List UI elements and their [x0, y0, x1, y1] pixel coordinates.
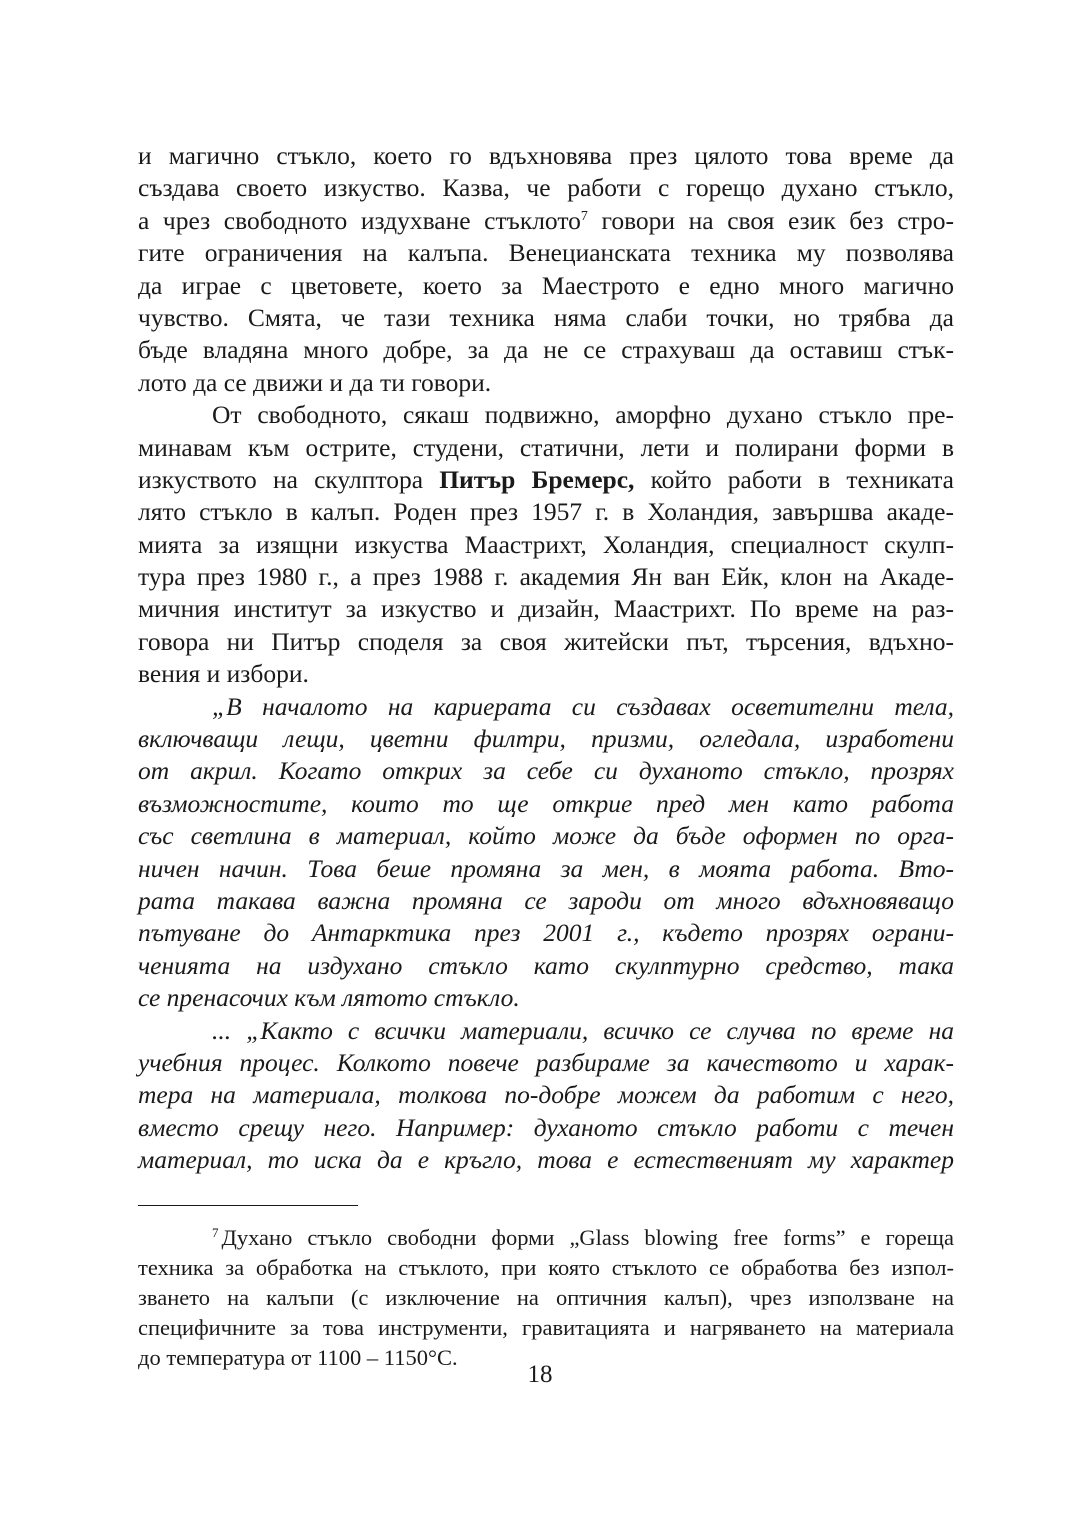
text-line: лото да се движи и да ти говори.	[138, 367, 492, 397]
text-line: мията за изящни изкуства Маастрихт, Холандия, специалност скулп-	[138, 529, 954, 559]
text-segment: изкуството на скулптора	[138, 464, 440, 494]
text-segment: Духано стъкло свободни форми „Glass blowing free forms” е гореща	[221, 1225, 954, 1250]
footnote-marker: 7	[212, 1225, 219, 1240]
footnote-separator	[138, 1205, 358, 1206]
text-segment: който работи в техниката	[634, 464, 954, 494]
footnote-line: до температура от 1100 – 1150°C.	[138, 1345, 458, 1370]
paragraph-peter-bremers	[138, 399, 954, 691]
text-line: вместо срещу него. Например: духаното стъкло работи с течен	[138, 1112, 954, 1142]
footnote-line: техника за обработка на стъклото, при която стъклото се обработва без изпол-	[138, 1255, 954, 1280]
text-line: чувство. Смята, че тази техника няма слаби точки, но трябва да	[138, 302, 954, 332]
artist-name: Питър Бремерс,	[439, 464, 635, 494]
text-line: мичния институт за изкуство и дизайн, Маастрихт. По време на раз-	[138, 594, 954, 624]
text-line: учебния процес. Колкото повече разбираме за качеството и харак-	[138, 1047, 954, 1077]
text-line: минавам към острите, студени, статични, лети и полирани форми в	[138, 432, 954, 462]
text-line: ... „Както с всички материали, всичко се случва по време на	[212, 1015, 954, 1045]
text-line	[138, 205, 954, 237]
text-line: гите ограничения на калъпа. Венецианската техника му позволява	[138, 238, 954, 268]
text-line: бъде владяна много добре, за да не се страхуваш да оставиш стък-	[138, 335, 954, 365]
text-line: тура през 1980 г., а през 1988 г. академия Ян ван Ейк, клон на Акаде-	[138, 562, 954, 592]
text-line: лято стъкло в калъп. Роден през 1957 г. в Холандия, завършва акаде-	[138, 497, 954, 527]
footnote	[138, 1223, 954, 1373]
text-line: и магично стъкло, което го вдъхновява през цялото това време да	[138, 141, 954, 170]
text-line: от акрил. Когато открих за себе си духаното стъкло, прозрях	[138, 756, 954, 786]
text-line: възможностите, които то ще открие пред мен като работа	[138, 788, 954, 818]
text-line: да играе с цветовете, което за Маестрото е едно много магично	[138, 270, 954, 300]
paragraph-artist-glass	[138, 140, 954, 399]
text-line: рата такава важна промяна се зароди от много вдъхновяващо	[138, 885, 954, 915]
text-line: „В началото на кариерата си създавах осветителни тела,	[212, 691, 954, 721]
quote-career	[138, 691, 954, 1015]
text-line: се пренасочих към лятото стъкло.	[138, 983, 520, 1013]
text-segment: говори на своя език без стро-	[587, 205, 954, 235]
text-line: ченията на издухано стъкло като скулптурно средство, така	[138, 950, 954, 980]
footnote-line	[138, 1223, 954, 1253]
text-line: материал, то иска да е кръгло, това е естественият му характер	[138, 1145, 954, 1175]
text-line: създава своето изкуство. Казва, че работи с горещо духано стъкло,	[138, 173, 954, 203]
text-line: говора ни Питър споделя за своя житейски път, търсения, вдъхно-	[138, 626, 954, 656]
main-text	[138, 140, 954, 1177]
page-number: 18	[527, 1361, 553, 1388]
text-line: вения и избори.	[138, 659, 309, 689]
footnote-reference: 7	[580, 208, 588, 224]
text-line: пътуване до Антарктика през 2001 г., където прозрях ограни-	[138, 918, 954, 948]
text-segment: а чрез свободното издухване стъклото	[138, 205, 581, 235]
text-line: ничен начин. Това беше промяна за мен, в моята работа. Вто-	[138, 853, 954, 883]
text-line: със светлина в материал, който може да бъде оформен по орга-	[138, 821, 954, 851]
quote-materials	[138, 1015, 954, 1177]
text-line	[138, 464, 954, 496]
text-line: От свободното, сякаш подвижно, аморфно духано стъкло пре-	[212, 400, 954, 430]
text-line: включващи лещи, цветни филтри, призми, огледала, изработени	[138, 724, 954, 754]
footnote-line: специфичните за това инструменти, гравитацията и нагряването на материала	[138, 1315, 954, 1340]
footnote-line: зването на калъпи (с изключение на оптичния калъп), чрез използване на	[138, 1285, 954, 1310]
text-line: тера на материала, толкова по-добре можем да работим с него,	[138, 1080, 954, 1110]
